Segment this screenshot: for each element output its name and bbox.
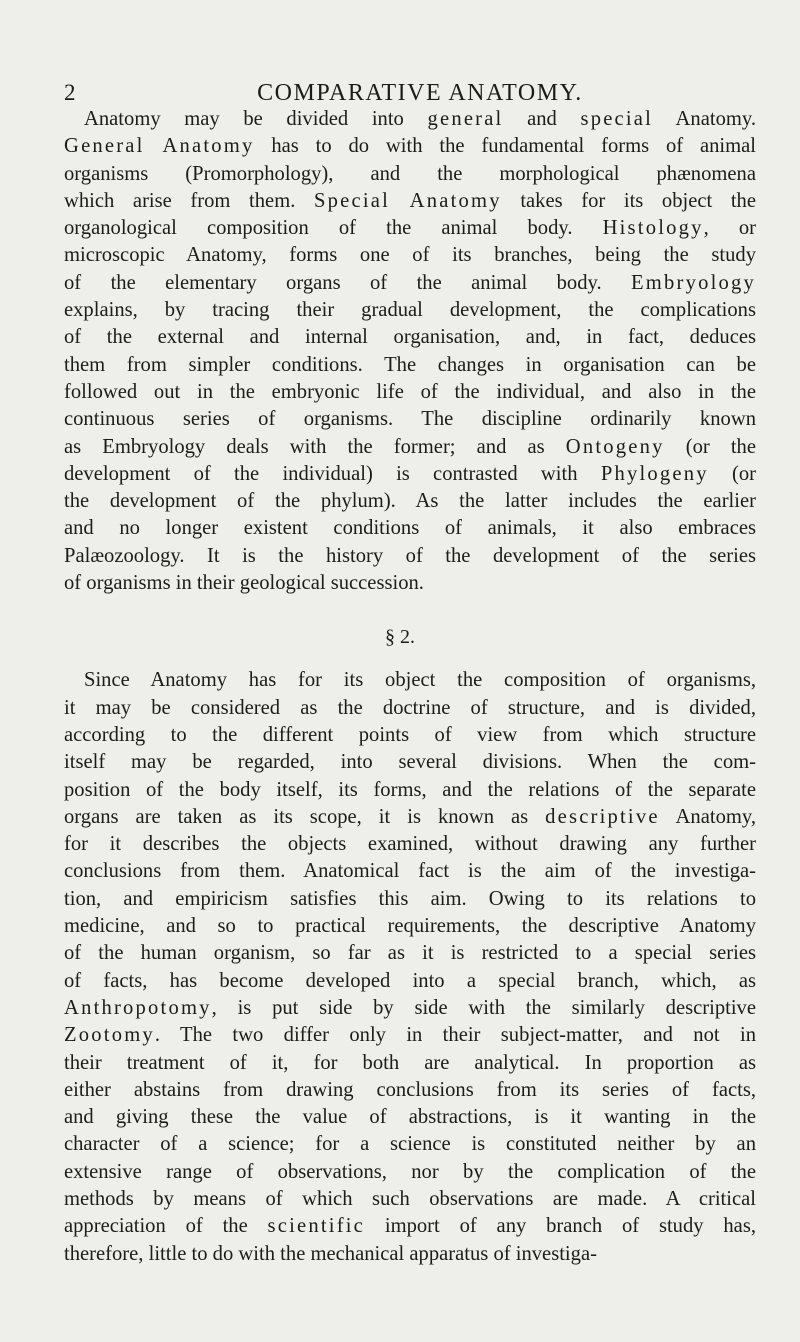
text-run: of facts, has become developed into a special branch, which, as (64, 969, 756, 992)
paragraph-descriptive-anatomy (64, 667, 756, 1268)
emphasized-term: general (427, 108, 504, 130)
text-line (64, 106, 756, 133)
text-run: organological composition of the animal body. (64, 217, 603, 240)
text-run: microscopic Anatomy, forms one of its branches, being the study (64, 244, 756, 267)
text-line (64, 270, 756, 297)
text-line (64, 777, 756, 804)
text-run: Since Anatomy has for its object the composition of organisms, (84, 669, 756, 692)
paragraph-general-special-anatomy (64, 106, 756, 597)
text-run: position of the body itself, its forms, and the relations of the separate (64, 778, 756, 801)
text-line (64, 543, 756, 570)
text-line (64, 1131, 756, 1158)
text-line (64, 215, 756, 242)
text-line (64, 1159, 756, 1186)
emphasized-term: Embryology (631, 271, 756, 294)
text-run: followed out in the embryonic life of the individual, and also in the (64, 380, 756, 403)
text-line (64, 1050, 756, 1077)
text-run: the development of the phylum). As the latter includes the earlier (64, 490, 756, 513)
section-heading: § 2. (385, 626, 415, 649)
text-line (64, 461, 756, 488)
text-run: and (503, 108, 581, 130)
emphasized-term: Ontogeny (565, 435, 665, 458)
text-line (64, 1186, 756, 1213)
text-line (64, 352, 756, 379)
emphasized-term: Special Anatomy (313, 189, 502, 212)
text-line (64, 406, 756, 433)
text-line (64, 324, 756, 351)
text-run: character of a science; for a science is constituted neither by an (64, 1133, 756, 1156)
text-run: (or the (664, 435, 756, 458)
text-run: medicine, and so to practical requirements, the descriptive Anatomy (64, 915, 756, 938)
text-run: organisms (Promorphology), and the morphological phænomena (64, 162, 756, 185)
text-run: has to do with the fundamental forms of animal (254, 135, 757, 158)
text-run: it may be considered as the doctrine of structure, and is divided, (64, 696, 756, 719)
emphasized-term: special (580, 108, 654, 130)
text-run: them from simpler conditions. The changes in organisation can be (64, 353, 756, 376)
text-line (64, 1022, 756, 1049)
emphasized-term: General Anatomy (64, 135, 255, 158)
page-number: 2 (64, 80, 76, 105)
text-line (64, 913, 756, 940)
text-run: , is put side by side with the similarly descriptive (211, 996, 756, 1019)
text-run: tion, and empiricism satisfies this aim. Owing to its relations to (64, 887, 756, 910)
text-run: extensive range of observations, nor by the complication of the (64, 1160, 756, 1183)
text-run: appreciation of the (64, 1215, 268, 1238)
text-line (64, 570, 756, 597)
text-line (64, 995, 756, 1022)
text-line (64, 749, 756, 776)
text-run: as Embryology deals with the former; and as (64, 435, 566, 458)
text-run: therefore, little to do with the mechanical apparatus of investiga- (64, 1242, 597, 1265)
emphasized-term: scientific (267, 1215, 366, 1238)
text-run: according to the different points of view from which structure (64, 723, 756, 746)
emphasized-term: Histology (602, 217, 704, 240)
text-run: for it describes the objects examined, without drawing any further (64, 833, 756, 856)
body-text (64, 106, 756, 1268)
text-run: Anatomy, (659, 805, 757, 828)
text-run: of organisms in their geological succession. (64, 572, 424, 595)
text-run: Palæozoology. It is the history of the development of the series (64, 544, 756, 567)
text-run: (or (708, 462, 756, 485)
text-line (64, 667, 756, 694)
emphasized-term: Anthropotomy (64, 996, 212, 1019)
text-line (64, 133, 756, 160)
text-run: takes for its object the (501, 189, 756, 212)
text-line (64, 379, 756, 406)
text-run: , or (703, 217, 757, 240)
text-run: itself may be regarded, into several divisions. When the com- (64, 751, 756, 774)
text-line (64, 1241, 756, 1268)
text-run: which arise from them. (64, 189, 314, 212)
text-line (64, 1213, 756, 1240)
text-line (64, 488, 756, 515)
emphasized-term: Phylogeny (600, 462, 709, 485)
text-run: either abstains from drawing conclusions from its series of facts, (64, 1078, 756, 1101)
text-run: development of the individual) is contrasted with (64, 462, 601, 485)
text-line (64, 161, 756, 188)
text-line (64, 434, 756, 461)
text-run: of the external and internal organisation, and, in fact, deduces (64, 326, 756, 349)
emphasized-term: descriptive (545, 805, 660, 828)
text-line (64, 1104, 756, 1131)
text-line (64, 858, 756, 885)
text-line (64, 1077, 756, 1104)
text-line (64, 886, 756, 913)
text-run: Anatomy may be divided into (84, 108, 428, 130)
text-line (64, 695, 756, 722)
text-line (64, 188, 756, 215)
text-run: methods by means of which such observations are made. A critical (64, 1187, 756, 1210)
text-line (64, 515, 756, 542)
text-run: conclusions from them. Anatomical fact is the aim of the investiga- (64, 860, 756, 883)
text-run: import of any branch of study has, (365, 1215, 756, 1238)
text-run: and giving these the value of abstractions, is it wanting in the (64, 1106, 756, 1129)
text-line (64, 297, 756, 324)
text-run: their treatment of it, for both are analytical. In proportion as (64, 1051, 756, 1074)
text-run: explains, by tracing their gradual development, the complications (64, 299, 756, 322)
text-line (64, 940, 756, 967)
running-head: COMPARATIVE ANATOMY. (257, 80, 583, 106)
text-run: of the human organism, so far as it is restricted to a special series (64, 942, 756, 965)
text-run: Anatomy. (653, 108, 757, 130)
text-line (64, 968, 756, 995)
text-line (64, 242, 756, 269)
text-line (64, 831, 756, 858)
text-line (64, 722, 756, 749)
text-run: and no longer existent conditions of animals, it also embraces (64, 517, 756, 540)
text-run: of the elementary organs of the animal body. (64, 271, 632, 294)
text-run: continuous series of organisms. The discipline ordinarily known (64, 408, 756, 431)
text-run: . The two differ only in their subject-matter, and not in (154, 1024, 756, 1047)
emphasized-term: Zootomy (64, 1024, 155, 1047)
text-run: organs are taken as its scope, it is known as (64, 805, 546, 828)
text-line (64, 804, 756, 831)
